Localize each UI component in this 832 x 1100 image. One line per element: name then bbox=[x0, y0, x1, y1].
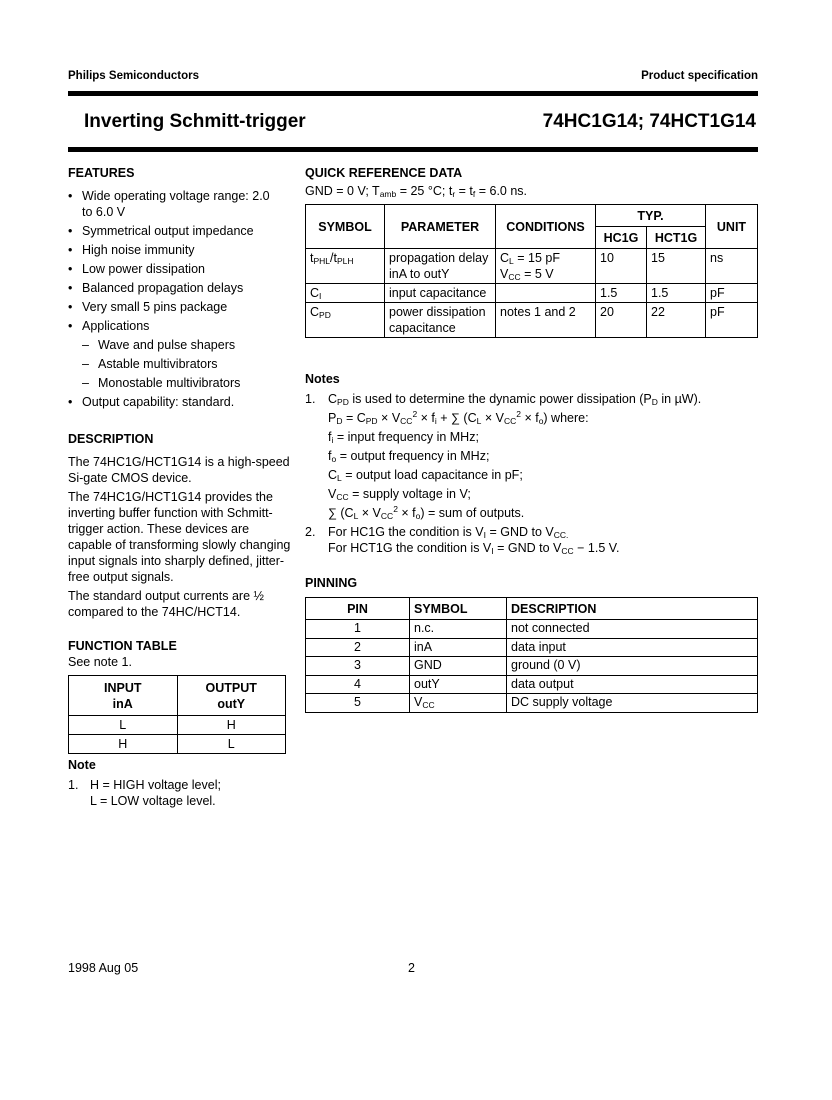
conditions-cell bbox=[496, 249, 596, 284]
feature-item: • Low power dissipation bbox=[68, 261, 298, 277]
table-row bbox=[306, 657, 758, 676]
hct1g-value: 22 bbox=[647, 303, 706, 338]
superscript: 2 bbox=[516, 409, 521, 419]
pin-description: ground (0 V) bbox=[507, 657, 758, 676]
text: = GND to V bbox=[486, 525, 554, 539]
pin-symbol bbox=[410, 620, 507, 639]
text: in µW). bbox=[657, 392, 702, 406]
feature-item: • Wide operating voltage range: 2.0 to 6.0 V bbox=[68, 188, 272, 220]
text: is used to determine the dynamic power dissipation (P bbox=[348, 392, 652, 406]
text: = 6.0 ns. bbox=[475, 184, 528, 198]
notes-heading: Notes bbox=[305, 372, 340, 386]
hct1g-value: 1.5 bbox=[647, 284, 706, 303]
hc1g-value: 20 bbox=[596, 303, 647, 338]
unit-cell: pF bbox=[706, 284, 758, 303]
text: f bbox=[328, 449, 332, 463]
subscript: I bbox=[319, 291, 322, 301]
column-header: DESCRIPTION bbox=[507, 598, 758, 620]
subscript: CC bbox=[422, 700, 435, 710]
pin-description: data output bbox=[507, 675, 758, 694]
parameter-cell: propagation delay inA to outY bbox=[385, 249, 496, 284]
hct1g-value: 15 bbox=[647, 249, 706, 284]
quick-reference-heading: QUICK REFERENCE DATA bbox=[305, 166, 463, 180]
symbol-cell bbox=[306, 284, 385, 303]
pin-description: data input bbox=[507, 638, 758, 657]
table-row bbox=[306, 638, 758, 657]
text: For HCT1G the condition is V bbox=[328, 541, 492, 555]
text: = 5 V bbox=[520, 267, 554, 281]
text: = GND to V bbox=[493, 541, 562, 555]
subscript: PD bbox=[319, 310, 331, 320]
symbol-cell bbox=[306, 249, 385, 284]
pinning-heading: PINNING bbox=[305, 576, 358, 590]
pin-number: 4 bbox=[306, 675, 410, 694]
subscript: o bbox=[538, 416, 544, 426]
subscript: PHL bbox=[313, 256, 331, 266]
function-table-subtitle: See note 1. bbox=[68, 655, 132, 669]
text: = output load capacitance in pF; bbox=[341, 468, 523, 482]
text: C bbox=[500, 251, 510, 265]
conditions-cell bbox=[496, 284, 596, 303]
column-header: CONDITIONS bbox=[496, 205, 596, 249]
features-heading: FEATURES bbox=[68, 166, 135, 180]
table-row bbox=[306, 620, 758, 639]
note-line bbox=[328, 486, 768, 502]
note-line bbox=[328, 410, 768, 426]
text: × V bbox=[481, 411, 504, 425]
column-header: PIN bbox=[306, 598, 410, 620]
column-header: HCT1G bbox=[647, 227, 706, 249]
subscript: f bbox=[472, 189, 476, 199]
text: + ∑ (C bbox=[436, 411, 477, 425]
text: notes 1 and 2 bbox=[500, 305, 576, 319]
subscript: CC bbox=[508, 272, 521, 282]
subscript: L bbox=[337, 473, 342, 483]
subscript: CC. bbox=[553, 530, 569, 540]
note-line bbox=[328, 448, 768, 464]
column-header: INPUT inA bbox=[69, 676, 178, 716]
text: × V bbox=[358, 506, 381, 520]
column-header: SYMBOL bbox=[410, 598, 507, 620]
subscript: I bbox=[483, 530, 486, 540]
unit-cell: pF bbox=[706, 303, 758, 338]
text: = 25 °C; t bbox=[396, 184, 453, 198]
half-fraction: ½ bbox=[253, 589, 264, 603]
subscript: L bbox=[476, 416, 482, 426]
column-header: OUTPUT outY bbox=[177, 676, 286, 716]
note-line bbox=[328, 467, 768, 483]
note-line bbox=[328, 391, 768, 407]
table-row bbox=[306, 694, 758, 713]
feature-item: • Symmetrical output impedance bbox=[68, 223, 298, 239]
subscript: L bbox=[509, 256, 514, 266]
subscript: amb bbox=[379, 189, 397, 199]
note-line bbox=[328, 524, 768, 540]
text: − 1.5 V. bbox=[573, 541, 620, 555]
feature-item: • High noise immunity bbox=[68, 242, 298, 258]
pin-symbol bbox=[410, 675, 507, 694]
subscript: D bbox=[336, 416, 343, 426]
pin-description: DC supply voltage bbox=[507, 694, 758, 713]
description-heading: DESCRIPTION bbox=[68, 432, 154, 446]
pin-symbol bbox=[410, 638, 507, 657]
text: V bbox=[414, 695, 423, 709]
table-row bbox=[306, 284, 758, 303]
symbol-cell bbox=[306, 303, 385, 338]
text: × f bbox=[520, 411, 539, 425]
pin-number: 1 bbox=[306, 620, 410, 639]
text: The standard output currents are bbox=[68, 589, 254, 603]
column-header: PARAMETER bbox=[385, 205, 496, 249]
table-row bbox=[306, 249, 758, 284]
pin-number: 2 bbox=[306, 638, 410, 657]
quick-reference-conditions bbox=[305, 184, 527, 198]
note-1: 1. H = HIGH voltage level; L = LOW voltage level. bbox=[68, 778, 221, 808]
text: ) = sum of outputs. bbox=[420, 506, 525, 520]
header-rule bbox=[68, 91, 758, 96]
condition-line bbox=[500, 250, 591, 266]
text: = 15 pF bbox=[513, 251, 560, 265]
parameter-cell: input capacitance bbox=[385, 284, 496, 303]
feature-item: • Balanced propagation delays bbox=[68, 280, 298, 296]
pin-number: 5 bbox=[306, 694, 410, 713]
description-paragraph: The 74HC1G/HCT1G14 provides the inverting buffer function with Schmitt-trigger action. These devices are capable of transforming slowly changing input signals into sharply defined, jitter-free output signals. bbox=[68, 490, 291, 584]
features-list bbox=[68, 188, 298, 413]
text: × f bbox=[417, 411, 435, 425]
hc1g-value: 1.5 bbox=[596, 284, 647, 303]
text: C bbox=[310, 305, 320, 319]
text: × V bbox=[377, 411, 401, 425]
text: = output frequency in MHz; bbox=[336, 449, 490, 463]
text: ) where: bbox=[543, 411, 589, 425]
text: compared to the 74HC/HCT14. bbox=[68, 605, 241, 619]
quick-reference-table bbox=[305, 204, 758, 338]
text: = input frequency in MHz; bbox=[333, 430, 479, 444]
column-header: SYMBOL bbox=[306, 205, 385, 249]
pin-description: not connected bbox=[507, 620, 758, 639]
subscript: L bbox=[353, 511, 359, 521]
note-line bbox=[328, 540, 768, 556]
text: = C bbox=[342, 411, 366, 425]
table-row bbox=[306, 303, 758, 338]
note-heading: Note bbox=[68, 758, 96, 772]
text: n.c. bbox=[414, 621, 435, 635]
text: C bbox=[328, 392, 338, 406]
text: outY bbox=[414, 676, 440, 691]
column-header: HC1G bbox=[596, 227, 647, 249]
company-name: Philips Semiconductors bbox=[68, 70, 199, 82]
note-line bbox=[328, 505, 768, 521]
footer-date: 1998 Aug 05 bbox=[68, 961, 139, 975]
subscript: o bbox=[331, 454, 337, 464]
table-row: L H bbox=[69, 716, 286, 735]
note-line bbox=[328, 429, 768, 445]
text: inA bbox=[414, 639, 433, 654]
title-rule bbox=[68, 147, 758, 152]
page-number: 2 bbox=[408, 961, 415, 975]
text: t bbox=[310, 251, 314, 265]
pin-symbol bbox=[410, 694, 507, 713]
feature-item: • Applications bbox=[68, 318, 298, 334]
feature-item: • Very small 5 pins package bbox=[68, 299, 298, 315]
subscript: r bbox=[452, 189, 456, 199]
subscript: CC bbox=[380, 511, 394, 521]
subscript: CC bbox=[561, 546, 574, 556]
conditions-cell bbox=[496, 303, 596, 338]
text: = t bbox=[455, 184, 473, 198]
text: ∑ (C bbox=[328, 506, 354, 520]
text: GND bbox=[414, 658, 442, 672]
text: V bbox=[328, 487, 337, 501]
pinning-table bbox=[305, 597, 758, 713]
superscript: 2 bbox=[393, 504, 398, 514]
function-table-heading: FUNCTION TABLE bbox=[68, 639, 177, 653]
unit-cell: ns bbox=[706, 249, 758, 284]
pin-number: 3 bbox=[306, 657, 410, 676]
table-row: H L bbox=[69, 735, 286, 754]
text: For HC1G the condition is V bbox=[328, 525, 484, 539]
subscript: CC bbox=[400, 416, 413, 426]
hc1g-value: 10 bbox=[596, 249, 647, 284]
text: GND = 0 V; T bbox=[305, 184, 380, 198]
text: V bbox=[500, 267, 509, 281]
condition-line bbox=[500, 304, 591, 320]
function-table bbox=[68, 675, 286, 754]
subscript: i bbox=[434, 416, 437, 426]
pin-symbol bbox=[410, 657, 507, 676]
feature-item: • Output capability: standard. bbox=[68, 394, 298, 410]
feature-item: – Monostable multivibrators bbox=[68, 375, 298, 391]
text: /t bbox=[330, 251, 337, 265]
subscript: CC bbox=[503, 416, 517, 426]
subscript: CC bbox=[336, 492, 349, 502]
note-1: 1. $C_{PD}$ is used to determine the dynamic power dissipation ($P_D$ in µW). $P_D = C_{PD} \times V_{CC}^2 \times f_i$ + ∑ $(C_L \times V_{CC}^2 \times f_o)$ where: $f_i$ = input frequency in MHz; $f_o$ = output frequency in MHz; $C_L$ = output load capacitance in pF; $V_{CC}$ = supply voltage in V; ∑ $(C_L \times V_{CC}^2 \times f_o)$ = sum of outputs. bbox=[305, 391, 768, 524]
subscript: I bbox=[491, 546, 494, 556]
subscript: PD bbox=[365, 416, 378, 426]
text: f bbox=[328, 430, 332, 444]
parameter-cell: power dissipation capacitance bbox=[385, 303, 496, 338]
column-header: TYP. bbox=[596, 205, 706, 227]
text: × f bbox=[397, 506, 416, 520]
superscript: 2 bbox=[412, 409, 418, 419]
feature-item: – Astable multivibrators bbox=[68, 356, 298, 372]
subscript: o bbox=[415, 511, 421, 521]
text: C bbox=[328, 468, 338, 482]
subscript: PLH bbox=[336, 256, 354, 266]
text: = supply voltage in V; bbox=[348, 487, 471, 501]
subscript: D bbox=[651, 397, 658, 407]
document-type: Product specification bbox=[641, 70, 758, 82]
subscript: i bbox=[331, 435, 334, 445]
note-2: 2. For HC1G the condition is $V_I$ = GND to $V_{CC.}$ For HCT1G the condition is $V_I$ = GND to $V_{CC} - 1.5$ V. bbox=[305, 524, 768, 556]
condition-line bbox=[500, 266, 591, 282]
description-paragraph bbox=[68, 588, 293, 620]
page-title: Inverting Schmitt-trigger bbox=[84, 111, 306, 132]
text: C bbox=[310, 286, 320, 300]
subscript: PD bbox=[337, 397, 349, 407]
description-paragraph: The 74HC1G/HCT1G14 is a high-speed Si-gate CMOS device. bbox=[68, 455, 290, 485]
column-header: UNIT bbox=[706, 205, 758, 249]
table-row bbox=[306, 675, 758, 694]
part-numbers: 74HC1G14; 74HCT1G14 bbox=[542, 111, 756, 132]
feature-item: – Wave and pulse shapers bbox=[68, 337, 298, 353]
text: P bbox=[328, 411, 337, 425]
